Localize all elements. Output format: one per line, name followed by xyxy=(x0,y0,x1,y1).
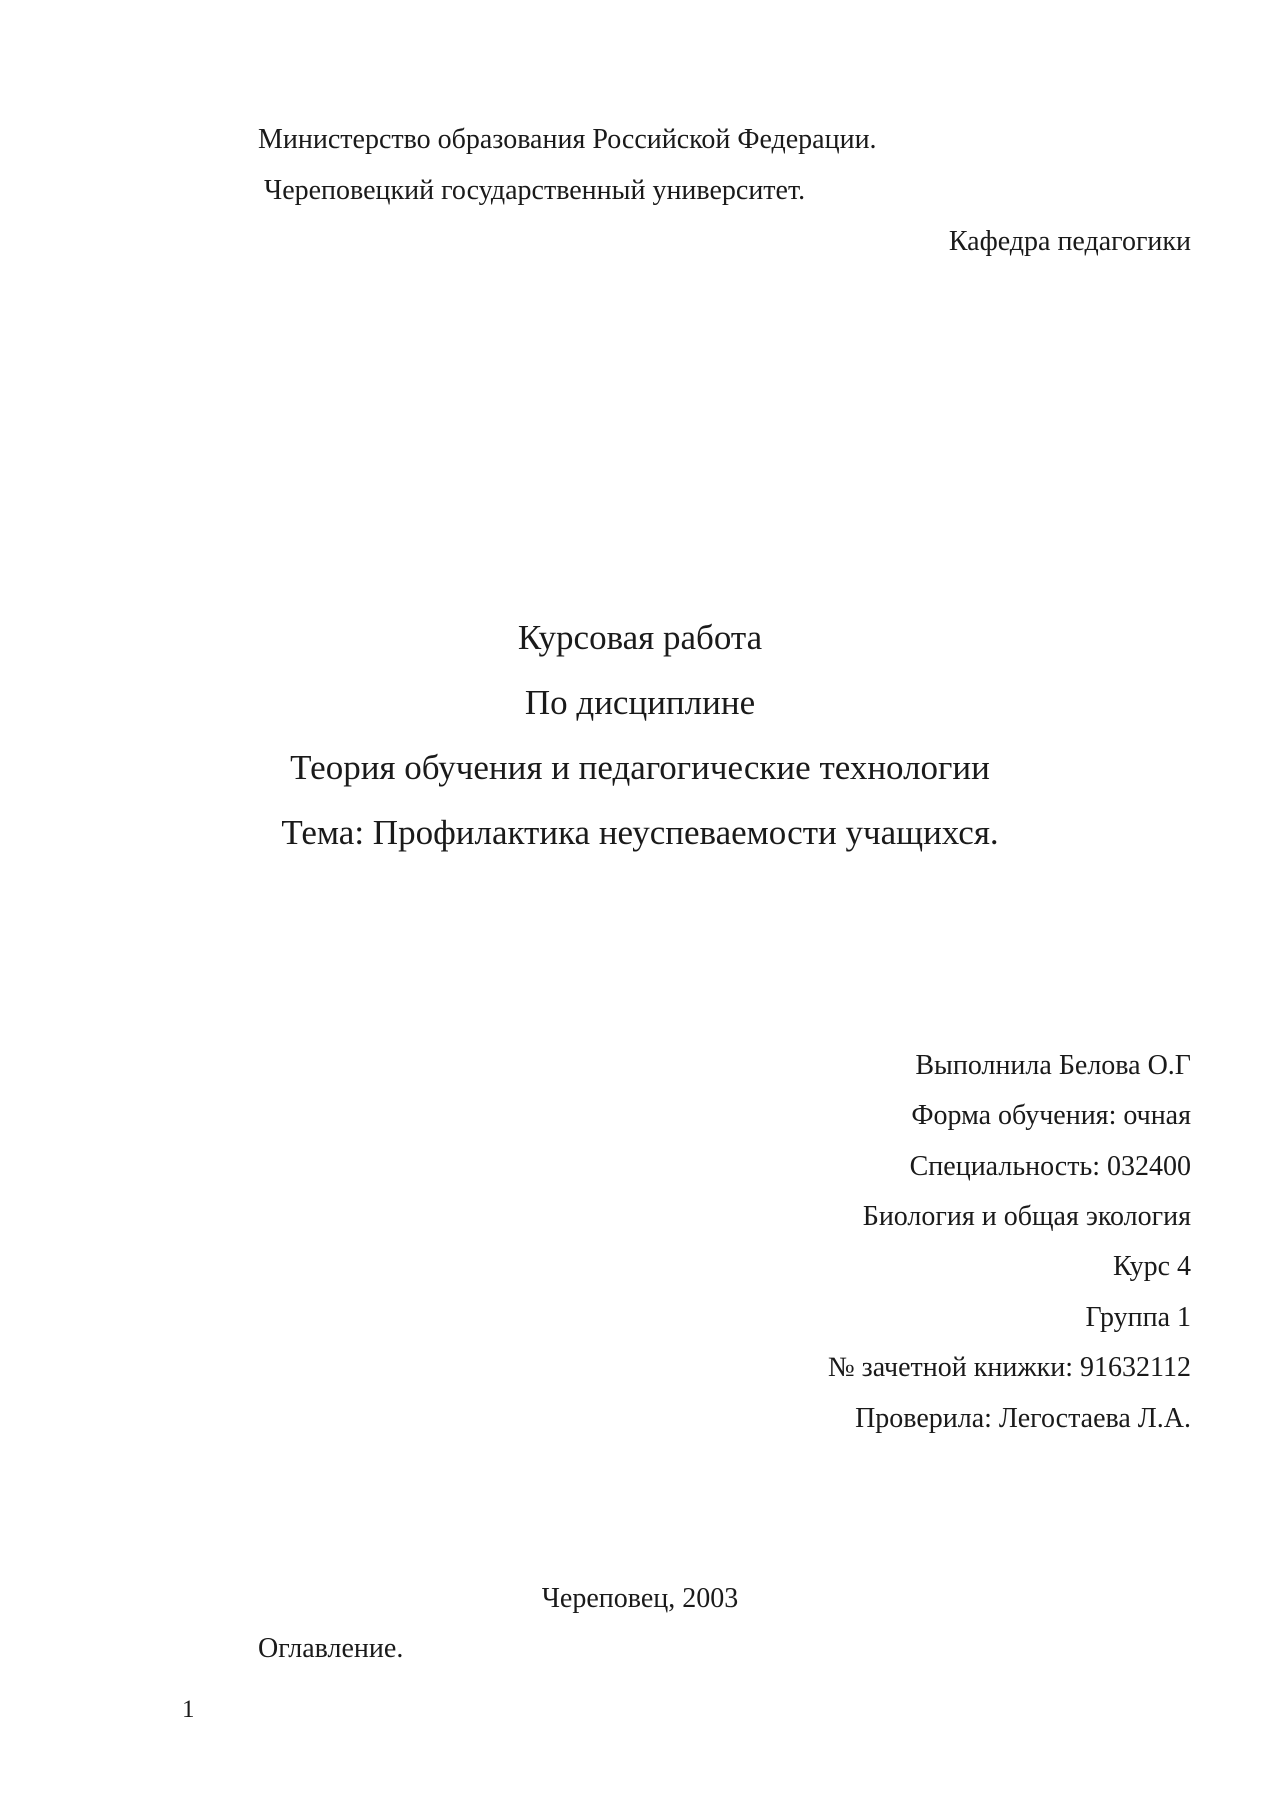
city-year-line: Череповец, 2003 xyxy=(541,1583,739,1614)
specialty-name-line: Биология и общая экология xyxy=(862,1201,1191,1232)
study-form-line: Форма обучения: очная xyxy=(911,1100,1191,1131)
performed-by-line: Выполнила Белова О.Г xyxy=(915,1050,1191,1081)
contents-heading: Оглавление. xyxy=(258,1633,404,1664)
department-line: Кафедра педагогики xyxy=(948,226,1191,257)
ministry-line: Министерство образования Российской Федерации. xyxy=(258,124,877,155)
specialty-line: Специальность: 032400 xyxy=(909,1151,1191,1182)
topic-line: Тема: Профилактика неуспеваемости учащихся. xyxy=(281,813,999,852)
work-type-title: Курсовая работа xyxy=(517,618,763,657)
university-line: Череповецкий государственный университет. xyxy=(264,175,806,206)
discipline-label: По дисциплине xyxy=(524,683,756,722)
page-number: 1 xyxy=(182,1696,195,1723)
checked-by-line: Проверила: Легостаева Л.А. xyxy=(855,1403,1191,1434)
group-line: Группа 1 xyxy=(1085,1302,1191,1333)
course-line: Курс 4 xyxy=(1113,1251,1191,1282)
discipline-name: Теория обучения и педагогические технологии xyxy=(290,748,990,787)
record-book-line: № зачетной книжки: 91632112 xyxy=(827,1352,1191,1383)
